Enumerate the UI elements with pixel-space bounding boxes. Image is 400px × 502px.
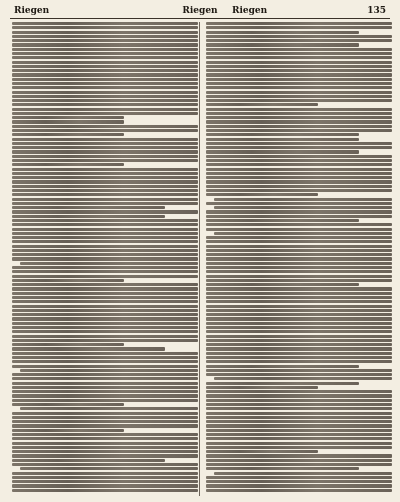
text-line [206, 270, 392, 273]
text-line [12, 193, 198, 196]
text-line [206, 61, 392, 64]
text-line [12, 142, 198, 145]
text-line [206, 155, 392, 158]
text-line [12, 73, 198, 76]
column-divider [199, 22, 200, 496]
text-line [12, 125, 198, 128]
text-line [12, 279, 124, 282]
text-line [214, 377, 392, 380]
text-line [12, 56, 198, 59]
text-line [206, 120, 392, 123]
text-line [12, 35, 198, 38]
text-line [206, 369, 392, 372]
text-line [206, 335, 392, 338]
text-line [12, 223, 198, 226]
text-line [12, 116, 124, 119]
text-line [206, 296, 392, 299]
text-line [206, 129, 392, 132]
right-text-lines [206, 22, 392, 492]
text-line [12, 210, 198, 213]
text-line [206, 300, 392, 303]
text-line [12, 138, 198, 141]
text-line [206, 99, 392, 102]
text-line [206, 108, 392, 111]
text-line [206, 322, 392, 325]
text-line [12, 202, 198, 205]
text-line [12, 180, 198, 183]
text-line [206, 463, 392, 466]
text-line [206, 352, 392, 355]
text-line [12, 163, 124, 166]
text-line [206, 48, 392, 51]
text-line [12, 52, 198, 55]
text-line [206, 172, 392, 175]
text-line [206, 185, 392, 188]
text-line [206, 189, 392, 192]
text-line [12, 484, 198, 487]
text-line [12, 78, 198, 81]
text-line [206, 283, 359, 286]
text-line [12, 31, 198, 34]
text-line [206, 133, 359, 136]
text-line [206, 146, 392, 149]
text-line [206, 330, 392, 333]
right-running-head: Riegen [232, 6, 268, 16]
text-line [12, 287, 198, 290]
text-line [206, 91, 392, 94]
text-line [12, 416, 198, 419]
text-line [12, 360, 198, 363]
text-line [12, 305, 198, 308]
text-line [12, 168, 198, 171]
text-line [12, 454, 198, 457]
text-line [12, 424, 198, 427]
text-line [206, 446, 392, 449]
text-line [20, 407, 198, 410]
text-line [206, 159, 392, 162]
text-line [12, 390, 198, 393]
text-line [206, 424, 392, 427]
text-line [12, 22, 198, 25]
text-line [206, 103, 318, 106]
text-line [206, 292, 392, 295]
text-line [206, 138, 359, 141]
text-line [206, 180, 392, 183]
page-number: 135 [367, 6, 386, 16]
text-line [12, 26, 198, 29]
text-line [206, 266, 392, 269]
text-line [206, 249, 392, 252]
text-line [214, 198, 392, 201]
text-line [206, 82, 392, 85]
text-line [206, 403, 392, 406]
text-line [12, 382, 198, 385]
text-line [20, 369, 198, 372]
text-line [12, 347, 165, 350]
text-line [206, 253, 392, 256]
text-line [12, 257, 198, 260]
text-line [206, 65, 392, 68]
text-line [206, 150, 359, 153]
text-line [206, 339, 392, 342]
text-line [12, 99, 198, 102]
text-line [206, 360, 392, 363]
text-line [206, 69, 392, 72]
text-line [12, 356, 198, 359]
text-line [206, 56, 392, 59]
text-line [206, 476, 392, 479]
text-line [12, 373, 198, 376]
text-line [206, 31, 359, 34]
text-line [12, 189, 198, 192]
text-line [206, 454, 392, 457]
text-line [206, 420, 392, 423]
text-line [206, 86, 392, 89]
text-line [206, 202, 392, 205]
text-line [12, 253, 198, 256]
text-line [12, 463, 198, 466]
text-line [206, 437, 392, 440]
text-line [12, 95, 198, 98]
text-line [20, 262, 198, 265]
text-line [206, 343, 392, 346]
text-line [12, 219, 198, 222]
text-line [12, 472, 198, 475]
text-line [12, 459, 165, 462]
text-line [214, 206, 392, 209]
text-line [206, 467, 359, 470]
center-running-head: Riegen [182, 6, 218, 16]
text-line [206, 429, 392, 432]
text-line [12, 403, 124, 406]
text-line [12, 326, 198, 329]
text-line [206, 168, 392, 171]
text-line [206, 39, 392, 42]
text-line [12, 108, 198, 111]
text-line [206, 275, 392, 278]
text-line [214, 232, 392, 235]
header-rule [10, 18, 390, 19]
text-line [206, 22, 392, 25]
text-line [12, 112, 198, 115]
text-line [206, 390, 392, 393]
text-line [12, 133, 124, 136]
text-line [12, 313, 198, 316]
text-line [20, 467, 198, 470]
text-line [12, 65, 198, 68]
text-line [12, 249, 198, 252]
text-line [12, 206, 165, 209]
text-line [12, 185, 198, 188]
text-line [206, 43, 359, 46]
text-line [206, 416, 392, 419]
text-line [12, 240, 198, 243]
text-line [206, 163, 392, 166]
text-line [12, 446, 198, 449]
text-line [206, 257, 392, 260]
text-line [206, 142, 392, 145]
text-line [12, 420, 198, 423]
text-line [206, 450, 318, 453]
text-line [12, 236, 198, 239]
text-line [206, 356, 392, 359]
text-line [206, 223, 392, 226]
text-line [206, 26, 392, 29]
left-running-head: Riegen [14, 6, 50, 16]
text-line [12, 365, 198, 368]
text-line [206, 347, 392, 350]
text-line [206, 245, 392, 248]
text-line [12, 146, 198, 149]
text-line [206, 73, 392, 76]
text-line [206, 95, 392, 98]
text-line [206, 305, 392, 308]
text-line [12, 155, 198, 158]
text-line [12, 43, 198, 46]
text-line [206, 287, 392, 290]
text-line [12, 48, 198, 51]
text-line [206, 399, 392, 402]
text-line [12, 172, 198, 175]
text-line [206, 373, 392, 376]
text-line [12, 322, 198, 325]
text-line [12, 266, 198, 269]
text-line [12, 476, 198, 479]
text-line [12, 176, 198, 179]
text-line [12, 69, 198, 72]
text-line [206, 326, 392, 329]
text-line [12, 61, 198, 64]
text-line [12, 159, 198, 162]
text-line [206, 309, 392, 312]
text-line [206, 433, 392, 436]
text-line [12, 386, 198, 389]
text-line [12, 339, 198, 342]
text-line [12, 292, 198, 295]
text-line [12, 300, 198, 303]
text-line [206, 394, 392, 397]
text-line [12, 103, 198, 106]
text-line [206, 382, 359, 385]
text-line [12, 489, 198, 492]
text-line [206, 52, 392, 55]
text-line [206, 459, 392, 462]
text-line [206, 412, 392, 415]
text-line [12, 442, 198, 445]
text-line [12, 450, 198, 453]
text-line [12, 433, 198, 436]
text-line [12, 437, 198, 440]
text-line [206, 35, 392, 38]
text-line [12, 215, 165, 218]
text-line [206, 386, 318, 389]
text-line [206, 484, 392, 487]
text-line [12, 352, 198, 355]
text-line [206, 176, 392, 179]
text-line [12, 270, 198, 273]
text-line [206, 210, 392, 213]
text-line [12, 412, 198, 415]
text-line [12, 120, 124, 123]
text-line [206, 317, 392, 320]
text-line [12, 394, 198, 397]
text-line [206, 78, 392, 81]
text-line [206, 480, 392, 483]
text-line [206, 365, 359, 368]
text-column-left [12, 22, 198, 496]
text-line [12, 343, 124, 346]
text-line [12, 377, 198, 380]
text-line [206, 228, 392, 231]
text-column-right [206, 22, 392, 496]
text-line [12, 275, 198, 278]
text-line [12, 82, 198, 85]
text-line [206, 215, 392, 218]
text-line [206, 489, 392, 492]
text-line [206, 236, 392, 239]
left-text-lines [12, 22, 198, 492]
text-line [12, 129, 198, 132]
text-line [206, 407, 392, 410]
text-line [12, 86, 198, 89]
text-line [206, 125, 392, 128]
text-line [12, 232, 198, 235]
text-line [12, 198, 198, 201]
text-line [206, 313, 392, 316]
text-line [214, 472, 392, 475]
text-line [206, 193, 318, 196]
text-line [206, 262, 392, 265]
text-line [12, 228, 198, 231]
text-line [12, 330, 198, 333]
text-line [12, 335, 198, 338]
text-line [206, 112, 392, 115]
text-line [206, 279, 392, 282]
text-line [12, 283, 198, 286]
text-line [12, 245, 198, 248]
text-line [12, 309, 198, 312]
text-line [12, 317, 198, 320]
text-line [206, 219, 359, 222]
text-line [12, 399, 198, 402]
text-line [12, 150, 198, 153]
text-line [12, 39, 198, 42]
text-line [12, 429, 124, 432]
text-line [206, 240, 392, 243]
text-line [12, 91, 198, 94]
text-line [206, 442, 392, 445]
text-line [12, 480, 198, 483]
text-line [12, 296, 198, 299]
text-line [206, 116, 392, 119]
